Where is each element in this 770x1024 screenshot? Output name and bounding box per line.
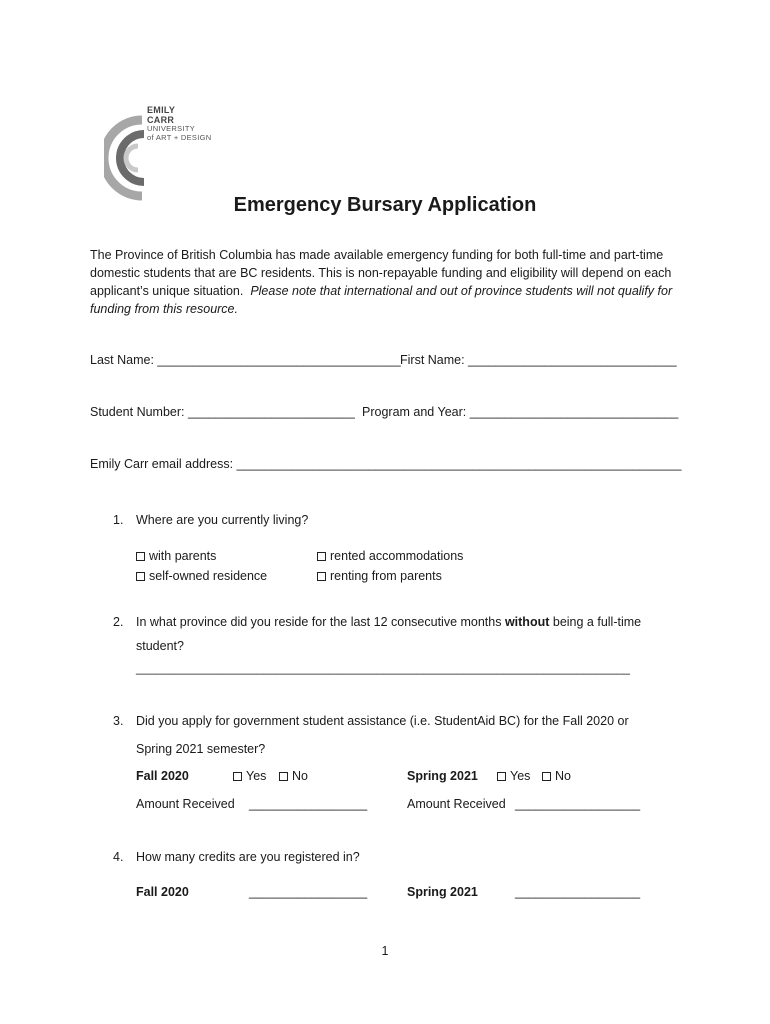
q4-fall-credits-field[interactable]: _________________: [249, 885, 368, 899]
logo-line-emily: EMILY: [147, 105, 176, 115]
q1-number: 1.: [113, 513, 124, 527]
option-label: with parents: [149, 549, 217, 563]
checkbox[interactable]: [497, 772, 506, 781]
checkbox[interactable]: [542, 772, 551, 781]
logo-line-art-design: of ART + DESIGN: [147, 132, 212, 142]
first-name-field[interactable]: First Name: ______________________________: [400, 353, 677, 367]
q2-text-after: being a full-time: [549, 615, 642, 629]
q1-option-with-parents[interactable]: [136, 549, 216, 563]
q4-number: 4.: [113, 850, 124, 864]
option-label: No: [555, 769, 571, 783]
intro-note: Please note that international and out of province students will not qualify for funding from this resource.: [90, 284, 673, 316]
q1-question: Where are you currently living?: [136, 513, 309, 527]
page-number: 1: [381, 944, 389, 958]
q3-fall-yes[interactable]: [233, 769, 266, 783]
logo-wordmark: [147, 106, 211, 142]
checkbox[interactable]: [136, 572, 145, 581]
logo-line-university: UNIVERSITY: [147, 124, 196, 133]
option-label: renting from parents: [330, 569, 442, 583]
intro-text: The Province of British Columbia has made available emergency funding for both full-time and part-time domestic students that are BC residents. This is non-repayable funding and eligibility will depend on each applicant’s unique situation.: [90, 248, 672, 298]
q2-number: 2.: [113, 615, 124, 629]
checkbox[interactable]: [317, 552, 326, 561]
q3-fall-no[interactable]: [279, 769, 308, 783]
program-year-field[interactable]: Program and Year: ______________________________: [362, 405, 679, 419]
option-label: Yes: [246, 769, 267, 783]
option-label: self-owned residence: [149, 569, 268, 583]
checkbox[interactable]: [317, 572, 326, 581]
q3-spring-amount-label: Amount Received: [407, 797, 506, 811]
q3-spring-label: Spring 2021: [407, 769, 478, 783]
q4-spring-credits-field[interactable]: __________________: [515, 885, 641, 899]
q3-question: Did you apply for government student assistance (i.e. StudentAid BC) for the Fall 2020 or: [136, 714, 629, 728]
q4-spring-label: Spring 2021: [407, 885, 478, 899]
intro-paragraph: [90, 246, 690, 318]
q3-fall-amount-field[interactable]: _________________: [249, 797, 368, 811]
q4-question: How many credits are you registered in?: [136, 850, 360, 864]
q3-fall-label: Fall 2020: [136, 769, 189, 783]
checkbox[interactable]: [233, 772, 242, 781]
checkbox[interactable]: [279, 772, 288, 781]
logo-line-carr: CARR: [147, 114, 175, 125]
q1-option-self-owned[interactable]: [136, 569, 267, 583]
q3-spring-yes[interactable]: [497, 769, 530, 783]
q4-fall-label: Fall 2020: [136, 885, 189, 899]
q3-question-line2: Spring 2021 semester?: [136, 742, 266, 756]
last-name-field[interactable]: Last Name: ___________________________________: [90, 353, 401, 367]
q2-question-line2: student?: [136, 639, 184, 653]
q2-question: [136, 615, 641, 629]
option-label: Yes: [510, 769, 531, 783]
document-title: Emergency Bursary Application: [233, 194, 537, 216]
q2-text-bold: without: [504, 615, 550, 629]
option-label: No: [292, 769, 308, 783]
checkbox[interactable]: [136, 552, 145, 561]
q1-option-renting-from-parents[interactable]: [317, 569, 442, 583]
q2-text-before: In what province did you reside for the last 12 consecutive months: [136, 615, 505, 629]
option-label: rented accommodations: [330, 549, 464, 563]
q3-spring-amount-field[interactable]: __________________: [515, 797, 641, 811]
q3-fall-amount-label: Amount Received: [136, 797, 235, 811]
student-number-field[interactable]: Student Number: ________________________: [90, 405, 355, 419]
q1-option-rented[interactable]: [317, 549, 463, 563]
email-field[interactable]: Emily Carr email address: ________________________________________________________________: [90, 457, 682, 471]
q3-spring-no[interactable]: [542, 769, 571, 783]
q3-number: 3.: [113, 714, 124, 728]
q2-answer-line[interactable]: __________________________________________________________________________: [136, 661, 630, 675]
